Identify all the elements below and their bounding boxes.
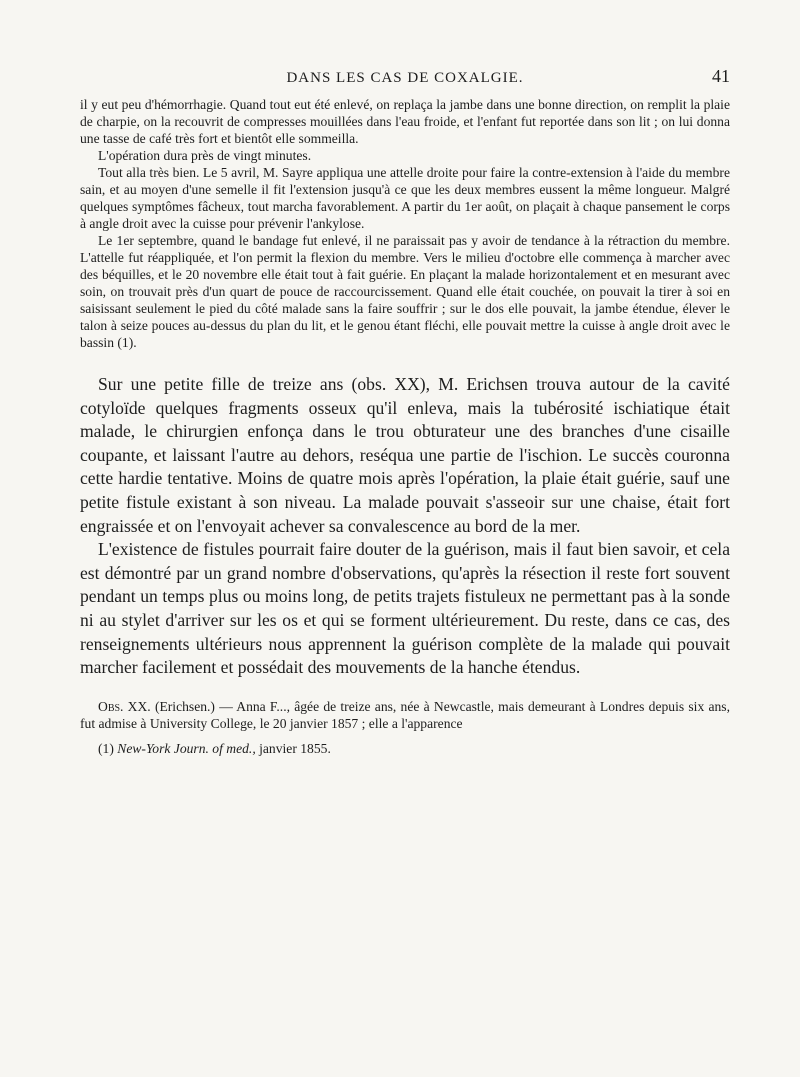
main-text-block xyxy=(80,373,730,680)
small-text-block xyxy=(80,96,730,351)
observation-label: Obs. XX. xyxy=(98,698,151,714)
footnote-date: janvier 1855. xyxy=(259,740,331,756)
paragraph: L'opération dura près de vingt minutes. xyxy=(98,148,312,163)
footnote-marker: (1) xyxy=(98,740,114,756)
paragraph: L'existence de fistules pourrait faire douter de la guérison, mais il faut bien savoir, et cela est démontré par un grand nombre d'observations, qu'après la résection il reste fort souvent pendant un temps plus ou moins long, de petits trajets fistuleux ne permettant pas à la sonde ni au stylet d'arriver sur les os et qui se forment ultérieurement. Du reste, dans ce cas, des renseignements ultérieurs nous apprennent la guérison complète de la malade qui pouvait marcher facilement et possédait des mouvements de la hanche étendus. xyxy=(80,539,730,678)
page-header xyxy=(80,66,730,96)
paragraph: Sur une petite fille de treize ans (obs. XX), M. Erichsen trouva autour de la cavité cotyloïde quelques fragments osseux qu'il enleva, mais la tubérosité ischiatique était malade, le chirurgien enfonça dans le trou obturateur une des branches d'une cisaille coupante, et laissant l'autre au dehors, reséqua une partie de l'ischion. Le succès couronna cette hardie tentative. Moins de quatre mois après l'opération, la plaie était guérie, sauf une petite fistule existant à son niveau. La malade pouvait s'asseoir sur une chaise, était fort engraissée et on l'envoyait achever sa convalescence au bord de la mer. xyxy=(80,374,730,536)
paragraph: il y eut peu d'hémorrhagie. Quand tout eut été enlevé, on replaça la jambe dans une bonne direction, on remplit la plaie de charpie, on la recouvrit de compresses mouillées dans l'eau froide, et l'enfant fut reportée dans son lit ; on lui donna une tasse de café très fort et bientôt elle sommeilla. xyxy=(80,97,730,146)
page xyxy=(80,66,730,757)
footnote-journal: New-York Journ. of med., xyxy=(117,740,256,756)
paragraph: Le 1er septembre, quand le bandage fut enlevé, il ne paraissait pas y avoir de tendance à la rétraction du membre. L'attelle fut réappliquée, et l'on permit la flexion du membre. Vers le milieu d'octobre elle commença à marcher avec des béquilles, et le 20 novembre elle était tout à fait guérie. En plaçant la malade horizontalement et en mesurant avec soin, on trouvait près d'un quart de pouce de raccourcissement. Quand elle était couchée, on pouvait la tirer à soi en saisissant seulement le pied du côté malade sans la faire souffrir ; sur le dos elle pouvait, la jambe étendue, élever le talon à seize pouces au-dessus du plan du lit, et le genou étant fléchi, elle pouvait mettre la cuisse à angle droit avec le bassin (1). xyxy=(80,233,730,350)
running-title: DANS LES CAS DE COXALGIE. xyxy=(286,70,524,86)
observation-paragraph xyxy=(80,698,730,732)
page-number: 41 xyxy=(712,66,730,86)
footnote xyxy=(80,740,730,757)
observation-block xyxy=(80,698,730,732)
observation-text: (Erichsen.) — Anna F..., âgée de treize ans, née à Newcastle, mais demeurant à Londres depuis six ans, fut admise à University College, le 20 janvier 1857 ; elle a l'apparence xyxy=(80,698,730,731)
paragraph: Tout alla très bien. Le 5 avril, M. Sayre appliqua une attelle droite pour faire la contre-extension à l'aide du membre sain, et au moyen d'une semelle il fit l'extension jusqu'à ce que les deux membres eussent la même longueur. Malgré quelques symptômes fâcheux, tout marcha favorablement. A partir du 1er août, on plaçait à chaque pansement le corps à angle droit avec la cuisse pour prévenir l'ankylose. xyxy=(80,165,730,231)
